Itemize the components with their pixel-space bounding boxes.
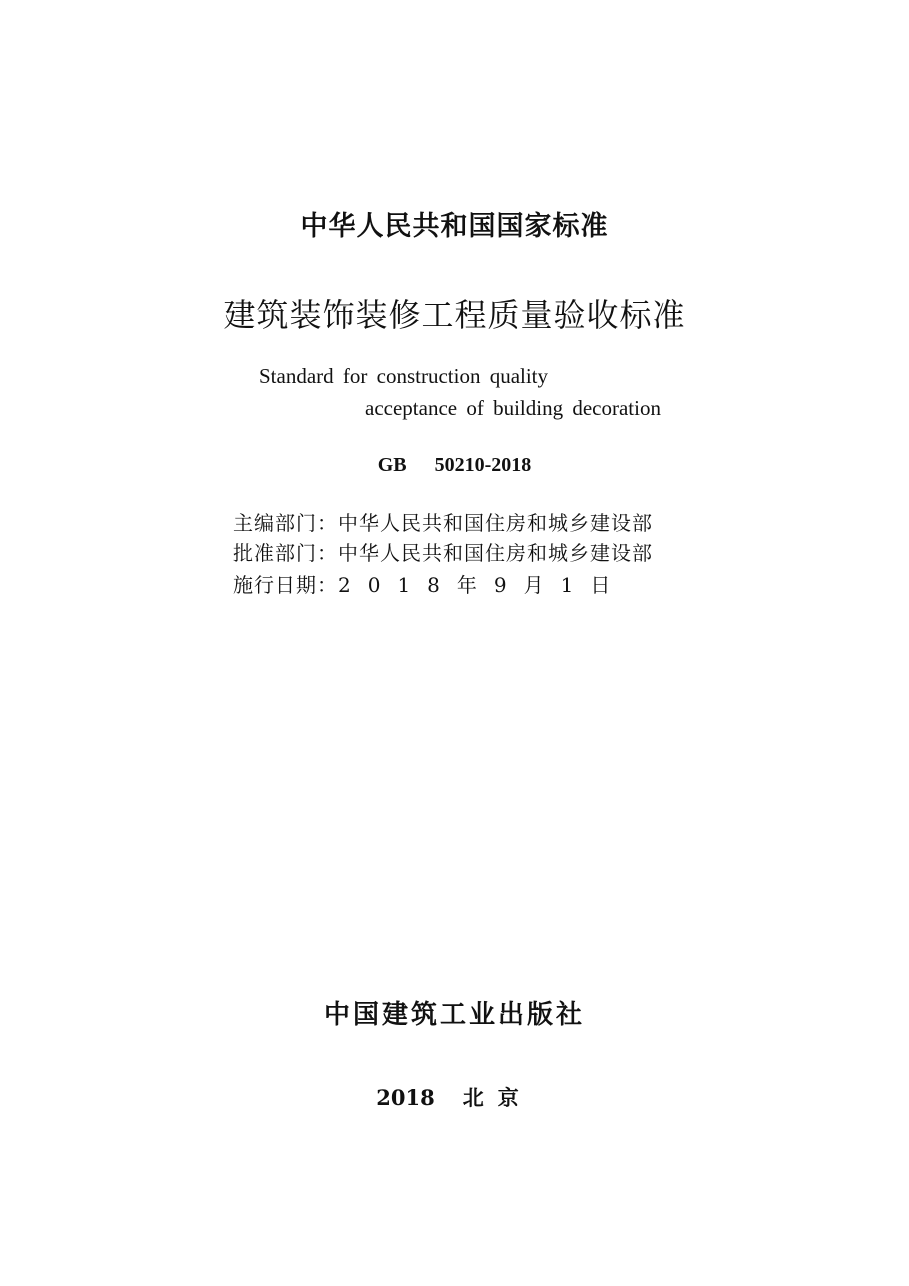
national-standard-heading: 中华人民共和国国家标准: [300, 211, 609, 242]
effective-date-label: 施行日期：: [233, 573, 338, 597]
standard-code-number: 50210-2018: [434, 454, 532, 476]
effective-date-value: 2018年9月1日: [338, 573, 628, 597]
standard-code: [0, 454, 909, 477]
standard-title-chinese: 建筑装饰装修工程质量验收标准: [223, 296, 686, 334]
standard-title-english-line2: acceptance of building decoration: [365, 396, 661, 420]
publication-year: 2018: [376, 1085, 435, 1110]
chief-editor-line: 主编部门：中华人民共和国住房和城乡建设部: [233, 511, 653, 535]
standard-code-prefix: GB: [377, 454, 407, 476]
publication-place: [0, 1082, 909, 1112]
approver-line: 批准部门：中华人民共和国住房和城乡建设部: [233, 541, 653, 565]
standard-title-english-line1: Standard for construction quality: [259, 364, 549, 388]
publication-city: 北京: [462, 1085, 533, 1110]
effective-date-line: [233, 569, 627, 598]
publisher-name: 中国建筑工业出版社: [323, 1000, 585, 1030]
